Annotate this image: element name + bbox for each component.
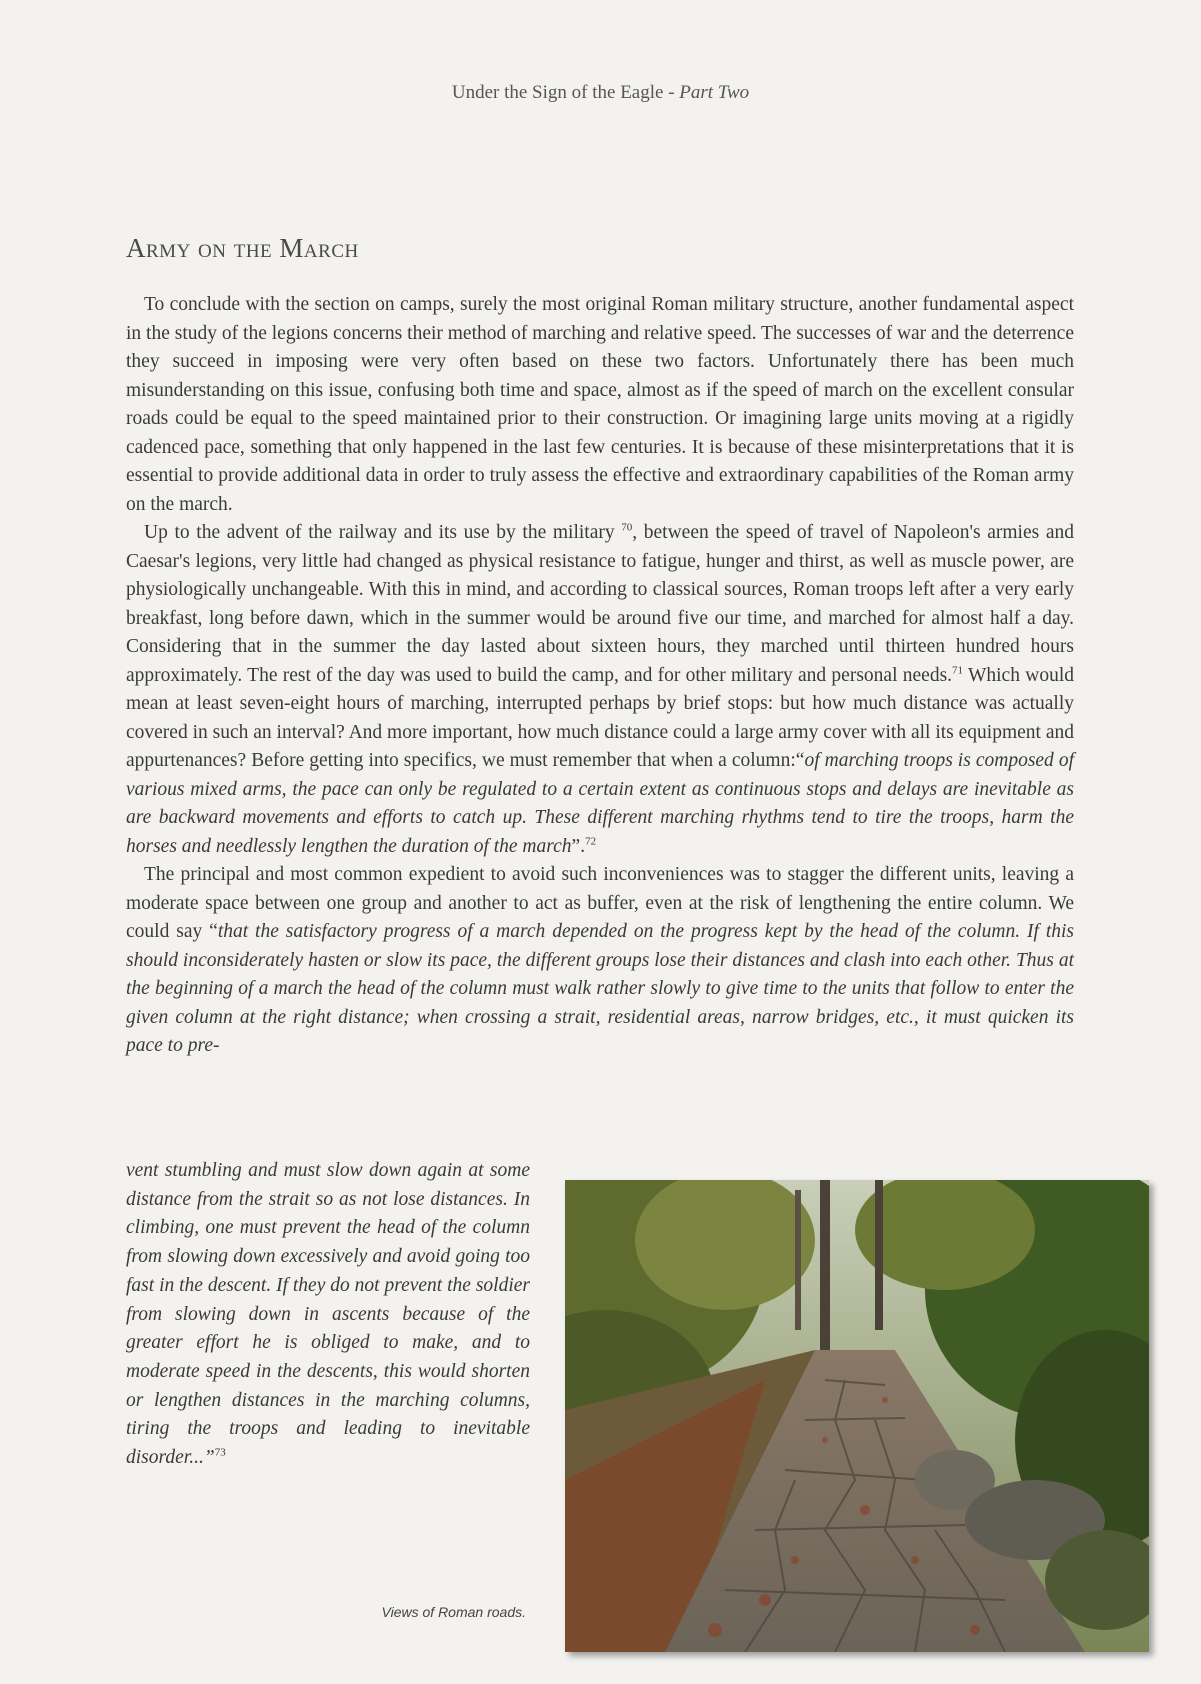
running-head <box>0 82 1201 104</box>
running-part: Part Two <box>679 82 750 103</box>
footnote-ref-72: 72 <box>585 835 597 847</box>
paragraph-2-quote: of marching troops is composed of various mixed arms, the pace can only be regulated to a certain extent as continuous stops and delays are inevitable as are backward movements and efforts to catch up. These different marching rhythms tend to tire the troops, harm the horses and needlessly lengthen the duration of the march <box>126 750 1074 857</box>
paragraph-3-quote: that the satisfactory progress of a march depended on the progress kept by the head of the column. If this should inconsiderately hasten or slow its pace, the different groups lose their distances and clash into each other. Thus at the beginning of a march the head of the column must walk rather slowly to give time to the units that follow to enter the given column at the right distance; when crossing a strait, residential areas, narrow bridges, etc., it must quicken its pace to pre- <box>126 921 1074 1056</box>
paragraph-2 <box>126 519 1074 861</box>
paragraph-1: To conclude with the section on camps, surely the most original Roman military structure, another fundamental aspect in the study of the legions concerns their method of marching and relative speed. The successes of war and the deterrence they succeed in imposing were very often based on these two factors. Unfortunately there has been much misunderstanding on this issue, confusing both time and space, almost as if the speed of march on the excellent consular roads could be equal to the speed maintained prior to their construction. Or imagining large units moving at a rigidly cadenced pace, something that only happened in the last few centuries. It is because of these misinterpretations that it is essential to provide additional data in order to truly assess the effective and extraordinary capabilities of the Roman army on the march. <box>126 294 1074 515</box>
side-text-column <box>126 1157 530 1473</box>
figure-caption: Views of Roman roads. <box>381 1604 526 1620</box>
paragraph-3 <box>126 861 1074 1061</box>
footnote-ref-73: 73 <box>214 1446 226 1459</box>
running-title: Under the Sign of the Eagle <box>451 82 664 103</box>
roman-road-photo <box>565 1180 1149 1652</box>
running-separator: - <box>663 82 680 103</box>
main-text-column <box>126 291 1074 1061</box>
footnote-ref-71: 71 <box>952 664 964 676</box>
roman-road-illustration <box>565 1180 1149 1652</box>
paragraph-2-part-a: Up to the advent of the railway and its use by the military <box>144 522 622 543</box>
footnote-ref-70: 70 <box>621 521 633 534</box>
paragraph-3-part-a: The principal and most common expedient to avoid such inconveniences was to stagger the different units, leaving a moderate space between one group and another to act as buffer, even at the risk of lengthening the entire column. We could say “ <box>126 864 1074 942</box>
section-title: Army on the March <box>126 233 359 263</box>
side-quote-end: ” <box>203 1447 215 1469</box>
side-quote: vent stumbling and must slow down again at some distance from the strait so as not lose distances. In climbing, one must prevent the head of the column from slowing down excessively and avoid going too fast in the descent. If they do not prevent the soldier from slowing down in ascents because of the greater effort he is obliged to make, and to moderate speed in the descents, this would shorten or lengthen distances in the marching columns, tiring the troops and leading to inevitable disorder... <box>126 1160 530 1469</box>
paragraph-2-end: ”. <box>571 835 586 857</box>
paragraph-2-part-b: , between the speed of travel of Napoleon's armies and Caesar's legions, very little had changed as physical resistance to fatigue, hunger and thirst, as well as muscle power, are physiologically unchangeable. With this in mind, and according to classical sources, Roman troops left after a very early breakfast, long before dawn, which in the summer would be around five our time, and marched for almost half a day. Considering that in the summer the day lasted about sixteen hours, they marched until thirteen hundred hours approximately. The rest of the day was used to build the camp, and for other military and personal needs. <box>126 522 1074 686</box>
paragraph-2-part-c: Which would mean at least seven-eight hours of marching, interrupted perhaps by brief stops: but how much distance was actually covered in such an interval? And more important, how much distance could a large army cover with all its equipment and appurtenances? Before getting into specifics, we must remember that when a column:“ <box>126 664 1074 771</box>
